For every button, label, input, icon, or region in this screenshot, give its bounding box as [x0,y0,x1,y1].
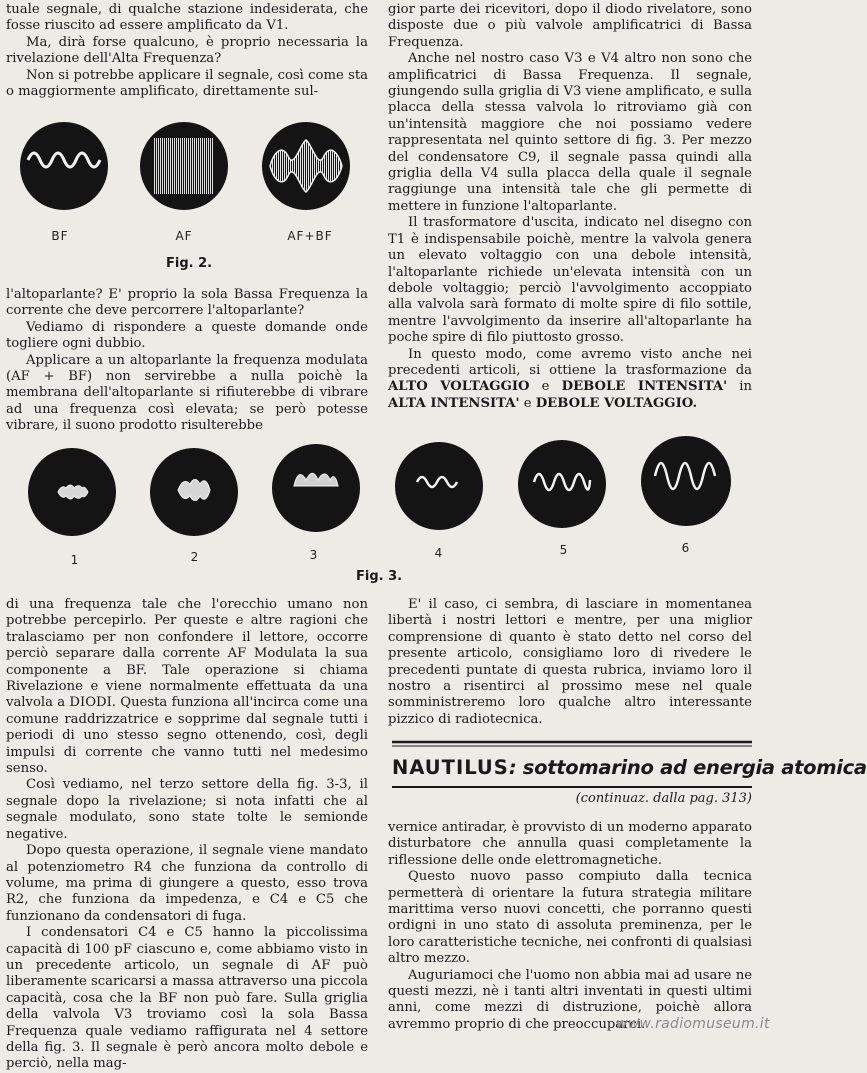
modulated-waveform-icon [262,122,350,210]
fig3-label-6: 6 [681,541,691,555]
oscilloscope-disc-af [140,122,228,210]
paragraph: Il trasformatore d'uscita, indicato nel disegno con T1 è indispensabile poichè, mentre la valvola genera un elevato voltaggio con una debole intensità, l'altoparlante richiede un'elevata intensità con un debole voltaggio; perciò l'avvolgimento accoppiato alla valvola sarà formato di molte spire di filo sottile, mentre l'avvolgimento da inserire all'altoparlante ha poche spire di filo piuttosto grosso. [388,215,752,346]
fig3-label-4: 4 [434,546,444,560]
article-headline: NAUTILUS: sottomarino ad energia atomica [392,756,867,779]
column-top-right [388,2,752,412]
fig2-label-af-bf: AF+BF [287,229,333,243]
fig3-label-3: 3 [309,548,319,562]
column-bottom-right [388,597,752,728]
section-divider [392,740,752,748]
bf-waveform-icon [20,122,108,210]
paragraph: di una frequenza tale che l'orecchio umano non potrebbe percepirlo. Per queste e altre ragioni che tralasciamo per non confondere il lettore, occorre perciò separare dalla corrente AF Modulata la sua componente a BF. Tale operazione si chiama Rivelazione e viene normalmente effettuata da una valvola a DIODI. Questa funziona all'incirca come una comune raddrizzatrice e sopprime dal segnale tutti i periodi di uno stesso segno ottenendo, così, degli impulsi di corrente che vanno tutti nel medesimo senso. [6,597,368,777]
oscilloscope-disc-4 [395,442,483,530]
paragraph: I condensatori C4 e C5 hanno la piccolissima capacità di 100 pF ciascuno e, come abbiamo visto in un precedente articolo, un segnale di AF può liberamente scaricarsi a massa attraverso una piccola capacità, cosa che la BF non può fare. Sulla griglia della valvola V3 troviamo così la sola Bassa Frequenza quale vediamo raffigurata nel 4 settore della fig. 3. Il segnale è però ancora molto debole e perciò, nella mag- [6,925,368,1072]
column-top-left [6,2,368,100]
oscilloscope-disc-af-bf [262,122,350,210]
oscilloscope-disc-2 [150,448,238,536]
continuation-note: (continuaz. dalla pag. 313) [575,791,752,806]
watermark: www.radiomuseum.it [616,1016,770,1032]
paragraph: Vediamo di rispondere a queste domande onde togliere ogni dubbio. [6,319,368,352]
oscilloscope-disc-3 [272,444,360,532]
small-modulated-wave-icon [28,448,116,536]
paragraph: vernice antiradar, è provvisto di un moderno apparato disturbatore che annulla quasi completamente la riflessione delle onde elettromagnetiche. [388,820,752,868]
paragraph: Questo nuovo passo compiuto dalla tecnica permetterà di orientare la futura strategia militare marittima verso nuovi concetti, che porranno questi ordigni in uno stato di assoluta preminenza, per le loro caratteristiche tecniche, nei confronti di qualsiasi altro mezzo. [388,869,752,967]
paragraph: Dopo questa operazione, il segnale viene mandato al potenziometro R4 che funziona da controllo di volume, ma prima di giungere a questo, esso trova R2, che funziona da impedenza, e C4 e C5 che funzionano da condensatori di fuga. [6,843,368,924]
fig3-label-2: 2 [190,550,200,564]
fig2-label-af: AF [175,229,193,243]
paragraph: tuale segnale, di qualche stazione indesiderata, che fosse riuscito ad essere amplificato da V1. [6,2,368,34]
oscilloscope-disc-6 [641,436,731,526]
fig3-label-1: 1 [70,553,80,567]
amplified-modulated-wave-icon [150,448,238,536]
paragraph: E' il caso, ci sembra, di lasciare in momentanea libertà i nostri lettori e mentre, per una miglior comprensione di quanto è stato detto nel corso del presente articolo, consigliamo loro di rivedere le precedenti puntate di questa rubrica, inviamo loro il nostro a risentirci al prossimo mese nel quale somministreremo loro qualche altro interessante pizzico di radiotecnica. [388,597,752,727]
column-top-left-continued [6,287,368,435]
headline-underline [392,784,752,790]
rectified-wave-icon [272,444,360,532]
paragraph: Anche nel nostro caso V3 e V4 altro non sono che amplificatrici di Bassa Frequenza. Il segnale, giungendo sulla griglia di V3 viene amplificato, e sulla placca della stessa valvola lo ritroviamo già con un'intensità maggiore che noi possiamo vedere rappresentata nel quinto settore di fig. 3. Per mezzo del condensatore C9, il segnale passa quindi alla griglia della V4 sulla placca della quale il segnale raggiunge una intensità tale che gli permette di mettere in funzione l'altoparlante. [388,51,752,214]
paragraph: Applicare a un altoparlante la frequenza modulata (AF + BF) non servirebbe a nulla poichè la membrana dell'altoparlante si rifiuterebbe di vibrare ad una frequenza così elevata; se però potesse vibrare, il suono prodotto risulterebbe [6,352,368,434]
weak-bf-wave-icon [395,442,483,530]
oscilloscope-disc-1 [28,448,116,536]
fig2-label-bf: BF [51,229,69,243]
af-waveform-icon [140,122,228,210]
fig3-caption: Fig. 3. [356,569,403,584]
paragraph: Non si potrebbe applicare il segnale, così come sta o maggiormente amplificato, direttamente sul- [6,67,368,100]
strong-bf-wave-icon [641,436,731,526]
paragraph: Così vediamo, nel terzo settore della fig. 3-3, il segnale dopo la rivelazione; si nota infatti che al segnale modulato, sono state tolte le semionde negative. [6,777,368,842]
column-bottom-right-nautilus [388,820,752,1033]
oscilloscope-disc-bf [20,122,108,210]
paragraph: Ma, dirà forse qualcuno, è proprio necessaria la rivelazione dell'Alta Frequenza? [6,34,368,67]
paragraph: In questo modo, come avremo visto anche nei precedenti articoli, si ottiene la trasformazione da ALTO VOLTAGGIO e DEBOLE INTENSITA' in ALTA INTENSITA' e DEBOLE VOLTAGGIO. [388,346,753,411]
paragraph: Auguriamoci che l'uomo non abbia mai ad usare ne questi mezzi, nè i tanti altri inventati in questi ultimi anni, come mezzi di distruzione, poichè allora avremmo proprio di che preoccuparci. [388,967,752,1032]
paragraph: gior parte dei ricevitori, dopo il diodo rivelatore, sono disposte due o più valvole amplificatrici di Bassa Frequenza. [388,2,752,50]
column-bottom-left [6,597,368,1073]
amplified-bf-wave-icon [518,440,606,528]
fig3-label-5: 5 [559,543,569,557]
oscilloscope-disc-5 [518,440,606,528]
fig2-caption: Fig. 2. [166,256,213,271]
paragraph: l'altoparlante? E' proprio la sola Bassa Frequenza la corrente che deve percorrere l'altoparlante? [6,287,368,319]
